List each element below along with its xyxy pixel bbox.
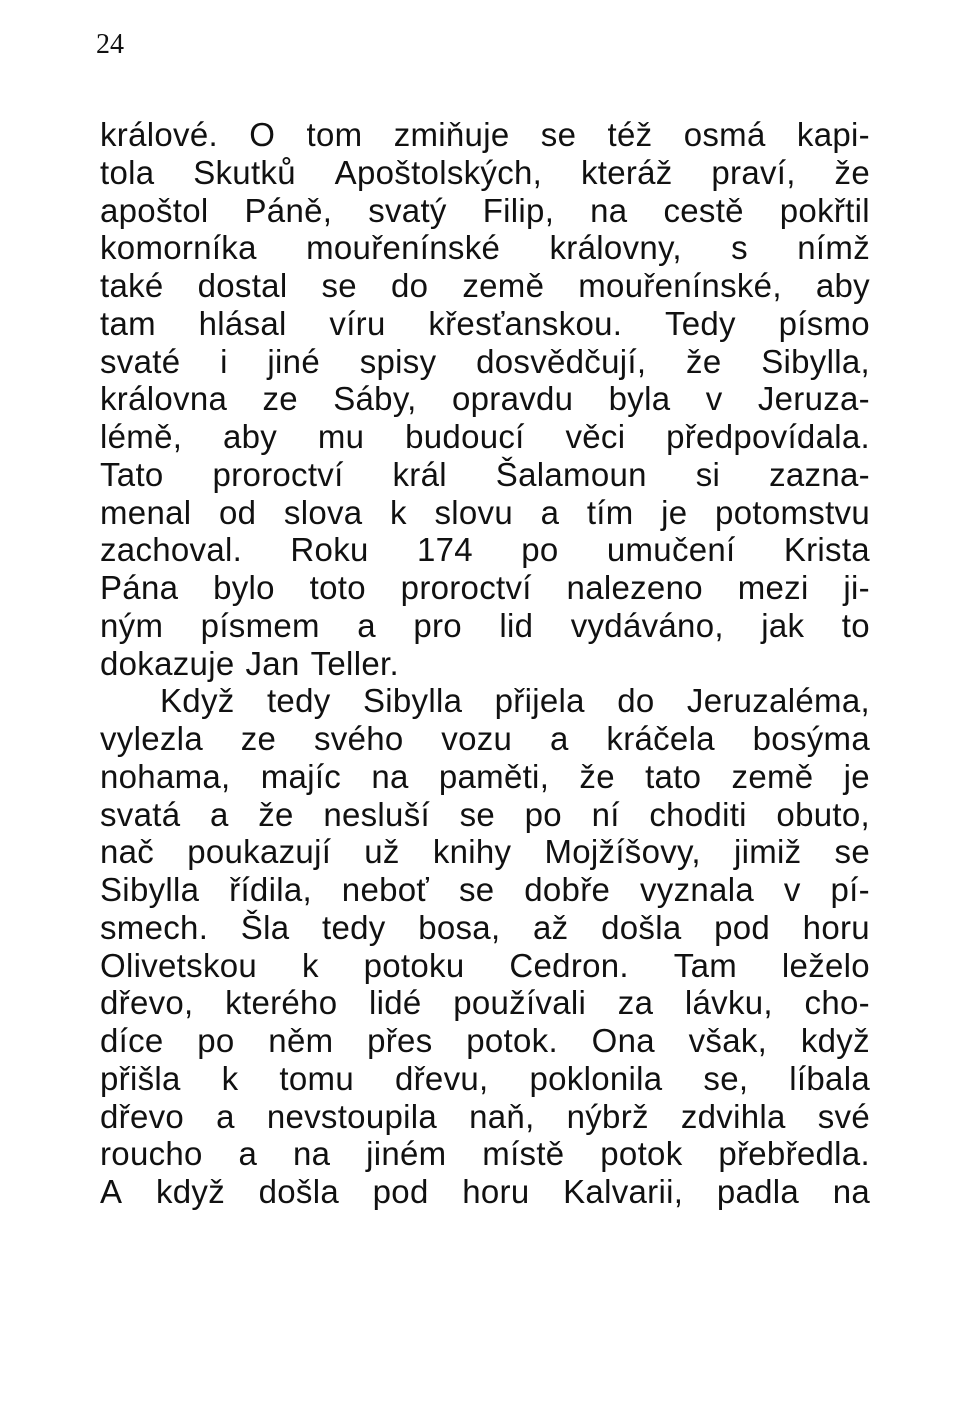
text-line: Olivetskou k potoku Cedron. Tam leželo	[100, 946, 870, 984]
text-line: Sibylla řídila, neboť se dobře vyznala v pí-	[100, 871, 870, 908]
text-line: zachoval. Roku 174 po umučení Krista	[100, 531, 870, 569]
text-line: tola Skutků Apoštolských, kteráž praví, že	[100, 153, 870, 191]
text-line: dřevo a nevstoupila naň, nýbrž zdvihla své	[100, 1097, 870, 1135]
text-line: Tato proroctví král Šalamoun si zazna-	[100, 455, 870, 493]
text-line: svatá a že nesluší se po ní choditi obuto,	[100, 795, 870, 833]
text-line: Pána bylo toto proroctví nalezeno mezi ji-	[100, 569, 870, 606]
text-line: apoštol Páně, svatý Filip, na cestě pokřtil	[100, 191, 870, 229]
body-text	[100, 116, 870, 1211]
text-line: dřevo, kterého lidé používali za lávku, cho-	[100, 984, 870, 1022]
text-line: svaté i jiné spisy dosvědčují, že Sibylla,	[100, 342, 870, 380]
text-line: nohama, majíc na paměti, že tato země je	[100, 757, 870, 795]
text-line: králové. O tom zmiňuje se též osmá kapi-	[100, 116, 870, 153]
text-line: vylezla ze svého vozu a kráčela bosýma	[100, 720, 870, 757]
text-line: Když tedy Sibylla přijela do Jeruzaléma,	[160, 682, 870, 720]
page-number: 24	[96, 29, 124, 60]
text-line: díce po něm přes potok. Ona však, když	[100, 1022, 870, 1059]
text-line: smech. Šla tedy bosa, až došla pod horu	[100, 908, 870, 946]
text-line: menal od slova k slovu a tím je potomstvu	[100, 493, 870, 531]
text-line: komorníka mouřenínské královny, s nímž	[100, 229, 870, 267]
text-line: také dostal se do země mouřenínské, aby	[100, 267, 870, 304]
text-line: nač poukazují už knihy Mojžíšovy, jimiž se	[100, 833, 870, 871]
text-line: A když došla pod horu Kalvarii, padla na	[100, 1173, 870, 1210]
text-line: tam hlásal víru křesťanskou. Tedy písmo	[100, 304, 870, 342]
text-line: královna ze Sáby, opravdu byla v Jeruza-	[100, 380, 870, 418]
text-line: dokazuje Jan Teller.	[100, 644, 399, 682]
text-line: lémě, aby mu budoucí věci předpovídala.	[100, 418, 870, 455]
text-line: přišla k tomu dřevu, poklonila se, líbala	[100, 1059, 870, 1097]
text-line: ným písmem a pro lid vydáváno, jak to	[100, 606, 870, 644]
text-line: roucho a na jiném místě potok přebředla.	[100, 1135, 870, 1173]
